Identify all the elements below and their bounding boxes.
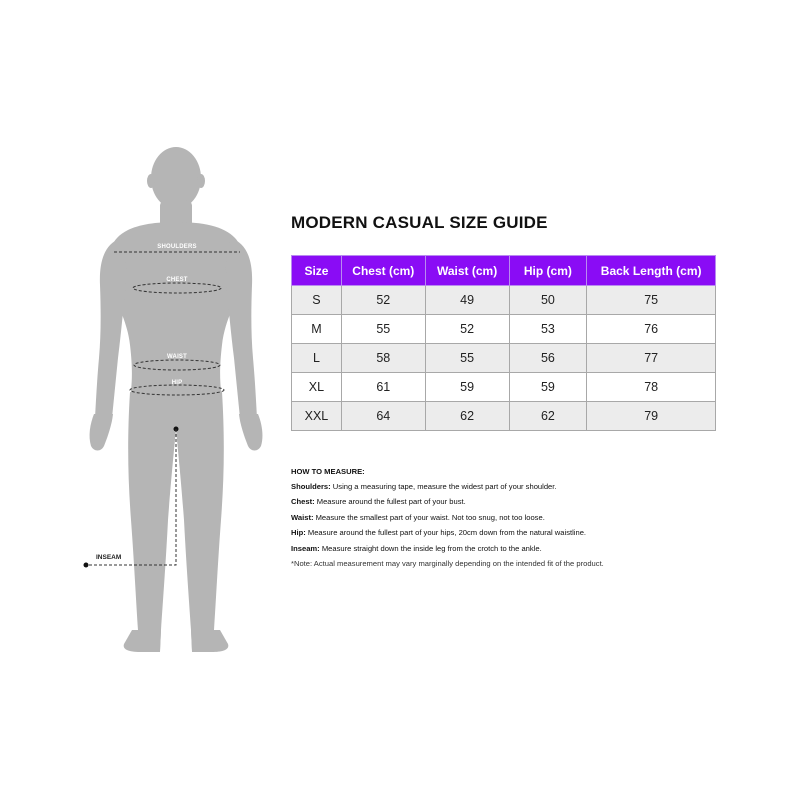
table-cell: S (292, 286, 342, 315)
header-back-length: Back Length (cm) (587, 256, 716, 286)
header-waist: Waist (cm) (425, 256, 509, 286)
instruction-text: Measure around the fullest part of your bust. (314, 497, 466, 507)
table-cell: M (292, 315, 342, 344)
instruction-term: Waist: (291, 512, 314, 522)
instruction-text: Measure straight down the inside leg from the crotch to the ankle. (319, 543, 542, 553)
table-row (292, 315, 716, 344)
instruction-term: Hip: (291, 528, 306, 538)
page-title: MODERN CASUAL SIZE GUIDE (291, 213, 548, 232)
table-cell: XXL (292, 402, 342, 431)
table-cell: 77 (587, 344, 716, 373)
body-silhouette (90, 147, 263, 652)
instruction-chest (291, 497, 711, 506)
instruction-text: Measure the smallest part of your waist. Not too snug, not too loose. (313, 512, 545, 522)
table-cell: 78 (587, 373, 716, 402)
table-row (292, 373, 716, 402)
table-row (292, 402, 716, 431)
table-row (292, 286, 716, 315)
table-cell: 58 (341, 344, 425, 373)
instruction-shoulders (291, 482, 711, 491)
instruction-term: Chest: (291, 497, 315, 507)
table-cell: 62 (425, 402, 509, 431)
size-table (291, 255, 716, 431)
table-cell: 49 (425, 286, 509, 315)
table-cell: 75 (587, 286, 716, 315)
table-cell: XL (292, 373, 342, 402)
header-size: Size (292, 256, 342, 286)
table-cell: 61 (341, 373, 425, 402)
chest-label: CHEST (166, 277, 188, 283)
shoulders-label: SHOULDERS (157, 244, 197, 250)
header-hip: Hip (cm) (509, 256, 587, 286)
table-cell: 52 (341, 286, 425, 315)
inseam-end-dot (84, 563, 89, 568)
instruction-waist (291, 513, 711, 522)
waist-label: WAIST (167, 354, 187, 360)
inseam-label: INSEAM (96, 554, 122, 561)
table-cell: 59 (509, 373, 587, 402)
fit-note: *Note: Actual measurement may vary marginally depending on the intended fit of the product. (291, 558, 604, 568)
table-cell: 52 (425, 315, 509, 344)
table-row (292, 344, 716, 373)
table-cell: L (292, 344, 342, 373)
instruction-inseam (291, 544, 711, 553)
instruction-text: Using a measuring tape, measure the widest part of your shoulder. (330, 482, 557, 491)
hip-label: HIP (171, 380, 183, 386)
instruction-hip (291, 528, 711, 537)
table-cell: 50 (509, 286, 587, 315)
header-chest: Chest (cm) (341, 256, 425, 286)
table-header-row (292, 256, 716, 286)
table-cell: 62 (509, 402, 587, 431)
table-cell: 76 (587, 315, 716, 344)
how-to-measure-heading: HOW TO MEASURE: (291, 467, 365, 476)
instruction-text: Measure around the fullest part of your hips, 20cm down from the natural waistline. (305, 528, 587, 538)
table-cell: 55 (341, 315, 425, 344)
how-to-measure-section (291, 467, 711, 568)
table-cell: 53 (509, 315, 587, 344)
instruction-term: Shoulders: (291, 482, 331, 491)
table-cell: 64 (341, 402, 425, 431)
instruction-term: Inseam: (291, 543, 320, 553)
table-cell: 59 (425, 373, 509, 402)
table-cell: 55 (425, 344, 509, 373)
table-cell: 79 (587, 402, 716, 431)
table-cell: 56 (509, 344, 587, 373)
